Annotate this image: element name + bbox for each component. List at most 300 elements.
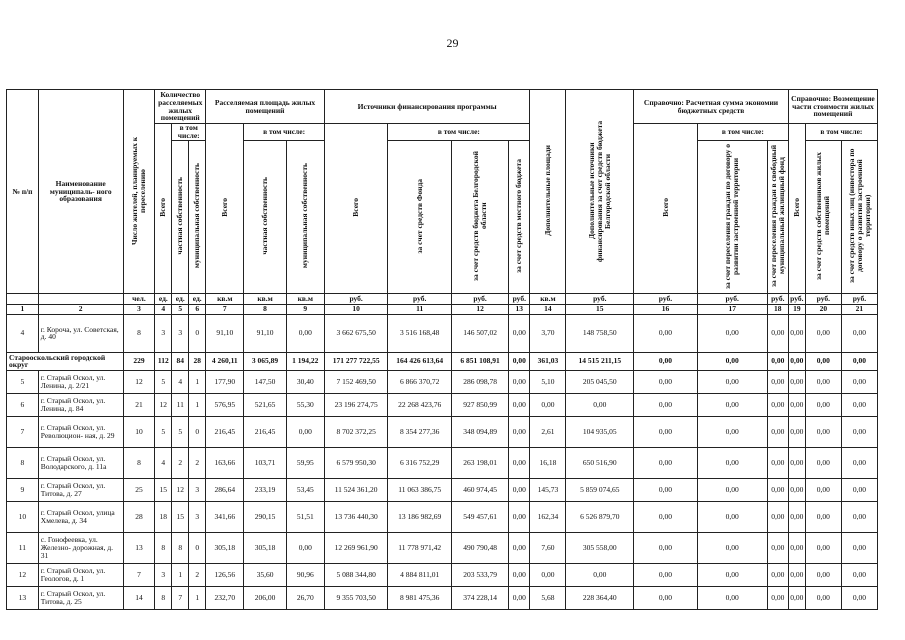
row-cell: 0,00 [788, 393, 805, 416]
row-cell: 0,00 [697, 370, 767, 393]
row-cell: 0,00 [841, 447, 877, 478]
row-cell: 0,00 [805, 393, 841, 416]
row-cell: 0,00 [509, 532, 530, 563]
row-cell: 1 [189, 586, 206, 609]
row-cell: 0,00 [634, 586, 698, 609]
table-row [7, 314, 878, 352]
row-name: г. Старый Оскол, ул. Революцион- ная, д. 29 [38, 416, 123, 447]
row-cell: 148 758,50 [566, 314, 634, 352]
row-cell: 0,00 [697, 532, 767, 563]
row-cell: 0,00 [697, 447, 767, 478]
row-cell: 0,00 [805, 352, 841, 370]
row-cell: 8 [123, 314, 155, 352]
header-area-municipal: муниципальная собственность [300, 163, 310, 269]
row-cell: 233,19 [244, 478, 286, 501]
row-cell: 12 [155, 393, 172, 416]
row-cell: 3 [155, 563, 172, 586]
row-cell: 490 790,48 [451, 532, 508, 563]
row-cell: 5,68 [530, 586, 566, 609]
column-number: 7 [206, 304, 244, 314]
row-cell: 0,00 [841, 501, 877, 532]
row-cell: 0,00 [805, 370, 841, 393]
header-no: № п/п [7, 90, 39, 294]
row-cell: 0,00 [697, 501, 767, 532]
row-cell: 460 974,45 [451, 478, 508, 501]
row-cell: 162,34 [530, 501, 566, 532]
row-cell: 305,18 [206, 532, 244, 563]
row-cell: 286 098,78 [451, 370, 508, 393]
header-ref1-a: за счет переселения граждан по договору о развитии застроенной территории [723, 143, 741, 289]
row-name: г. Старый Оскол, ул. Ленина, д. 2/21 [38, 370, 123, 393]
row-cell: 6 579 950,30 [324, 447, 388, 478]
row-cell: 8 [155, 586, 172, 609]
row-cell: 0 [189, 532, 206, 563]
header-regional: за счет средств бюджета Белгородской области [471, 151, 489, 281]
row-cell: 0,00 [767, 447, 788, 478]
row-cell: 11 063 386,75 [388, 478, 452, 501]
row-cell: 0,00 [697, 478, 767, 501]
column-number: 16 [634, 304, 698, 314]
row-cell: 59,95 [286, 447, 324, 478]
row-cell: 13 736 440,30 [324, 501, 388, 532]
column-number: 11 [388, 304, 452, 314]
column-number: 13 [509, 304, 530, 314]
row-cell: 0,00 [805, 447, 841, 478]
row-cell: 14 515 211,15 [566, 352, 634, 370]
row-cell: 0,00 [286, 532, 324, 563]
row-cell: 3 [155, 314, 172, 352]
row-cell: 0,00 [566, 393, 634, 416]
row-cell: 341,66 [206, 501, 244, 532]
row-cell: 0,00 [509, 370, 530, 393]
table-row [7, 586, 878, 609]
row-cell: 0,00 [697, 393, 767, 416]
row-cell: 0,00 [767, 416, 788, 447]
row-cell: 147,50 [244, 370, 286, 393]
column-number: 21 [841, 304, 877, 314]
row-cell: 103,71 [244, 447, 286, 478]
unit-cell: кв.м [530, 293, 566, 304]
row-number: 12 [7, 563, 39, 586]
row-cell: 1 194,22 [286, 352, 324, 370]
row-cell: 10 [123, 416, 155, 447]
row-cell: 7 [123, 563, 155, 586]
column-number: 17 [697, 304, 767, 314]
row-cell: 164 426 613,64 [388, 352, 452, 370]
row-cell: 84 [172, 352, 189, 370]
row-cell: 26,70 [286, 586, 324, 609]
header-qty-total: Всего [158, 198, 168, 217]
row-cell: 0,00 [767, 586, 788, 609]
row-cell: 348 094,89 [451, 416, 508, 447]
row-cell: 0,00 [841, 352, 877, 370]
row-cell: 0,00 [634, 563, 698, 586]
page-number: 29 [446, 36, 459, 50]
row-cell: 2 [189, 563, 206, 586]
unit-cell: руб. [566, 293, 634, 304]
row-cell: 3 [189, 478, 206, 501]
row-cell: 229 [123, 352, 155, 370]
row-cell: 0,00 [841, 563, 877, 586]
column-number: 3 [123, 304, 155, 314]
row-cell: 0 [189, 314, 206, 352]
row-cell: 0,00 [788, 416, 805, 447]
row-cell: 8 [172, 532, 189, 563]
row-cell: 7 152 469,50 [324, 370, 388, 393]
row-cell: 0,00 [767, 393, 788, 416]
header-qty: Количество расселяемых жилых помещений [155, 90, 206, 124]
header-area: Расселяемая площадь жилых помещений [206, 90, 325, 124]
row-cell: 8 [155, 532, 172, 563]
row-cell: 90,96 [286, 563, 324, 586]
row-cell: 15 [155, 478, 172, 501]
row-cell: 0,00 [788, 447, 805, 478]
row-cell: 53,45 [286, 478, 324, 501]
row-cell: 163,66 [206, 447, 244, 478]
unit-cell: кв.м [206, 293, 244, 304]
row-name: с. Гонофеевка, ул. Железно- дорожная, д. 31 [38, 532, 123, 563]
column-number: 14 [530, 304, 566, 314]
row-cell: 2,61 [530, 416, 566, 447]
row-cell: 0,00 [530, 563, 566, 586]
header-qty-private: частная собственность [175, 177, 185, 255]
row-cell: 0,00 [841, 532, 877, 563]
header-ref-compensation: Справочно: Возмещение части стоимости жилых помещений [788, 90, 877, 124]
row-cell: 205 045,50 [566, 370, 634, 393]
row-cell: 8 981 475,36 [388, 586, 452, 609]
row-cell: 12 [123, 370, 155, 393]
table-row [7, 393, 878, 416]
row-cell: 549 457,61 [451, 501, 508, 532]
row-cell: 0,00 [634, 447, 698, 478]
row-cell: 35,60 [244, 563, 286, 586]
row-cell: 0,00 [841, 416, 877, 447]
row-cell: 0,00 [805, 314, 841, 352]
row-cell: 28 [123, 501, 155, 532]
row-cell: 4 [172, 370, 189, 393]
row-cell: 0,00 [634, 352, 698, 370]
row-cell: 8 354 277,36 [388, 416, 452, 447]
row-cell: 0,00 [509, 501, 530, 532]
row-name: г. Старый Оскол, ул. Титова, д. 25 [38, 586, 123, 609]
header-area-private: частная собственность [260, 177, 270, 255]
row-cell: 0,00 [767, 352, 788, 370]
row-cell: 927 850,99 [451, 393, 508, 416]
row-cell: 286,64 [206, 478, 244, 501]
row-cell: 0,00 [509, 352, 530, 370]
row-number: 9 [7, 478, 39, 501]
row-cell: 0,00 [788, 501, 805, 532]
row-cell: 126,56 [206, 563, 244, 586]
column-number: 18 [767, 304, 788, 314]
row-cell: 171 277 722,55 [324, 352, 388, 370]
header-ref1-incl: в том числе: [697, 124, 788, 141]
header-persons: Число жителей, планируемых к переселению [130, 136, 147, 245]
row-cell: 1 [189, 370, 206, 393]
row-cell: 5 088 344,80 [324, 563, 388, 586]
header-src-total: Всего [351, 198, 361, 217]
unit-cell: руб. [767, 293, 788, 304]
row-cell: 0,00 [841, 478, 877, 501]
row-cell: 0,00 [634, 478, 698, 501]
row-cell: 0,00 [767, 478, 788, 501]
row-cell: 0,00 [805, 416, 841, 447]
row-cell: 3 065,89 [244, 352, 286, 370]
header-src-incl: в том числе: [388, 124, 530, 141]
row-cell: 55,30 [286, 393, 324, 416]
row-name: г. Старый Оскол, ул. Ленина, д. 84 [38, 393, 123, 416]
row-cell: 0 [189, 416, 206, 447]
row-cell: 13 [123, 532, 155, 563]
row-cell: 11 778 971,42 [388, 532, 452, 563]
row-cell: 0,00 [767, 532, 788, 563]
row-cell: 0,00 [841, 586, 877, 609]
header-fund: за счет средств Фонда [414, 178, 424, 254]
row-cell: 305 558,00 [566, 532, 634, 563]
table-row [7, 370, 878, 393]
row-cell: 0,00 [634, 501, 698, 532]
unit-cell: ед. [155, 293, 172, 304]
row-cell: 12 [172, 478, 189, 501]
row-name: г. Старый Оскол, ул. Титова, д. 27 [38, 478, 123, 501]
row-cell: 0,00 [509, 478, 530, 501]
header-qty-municipal: муниципальная собственность [192, 163, 202, 269]
row-cell: 0,00 [841, 393, 877, 416]
row-cell: 18 [155, 501, 172, 532]
column-number: 4 [155, 304, 172, 314]
column-number: 10 [324, 304, 388, 314]
row-cell: 91,10 [244, 314, 286, 352]
row-cell: 290,15 [244, 501, 286, 532]
row-name: г. Старый Оскол, ул. Володарского, д. 11а [38, 447, 123, 478]
unit-cell: чел. [123, 293, 155, 304]
header-ref-economy: Справочно: Расчетная сумма экономии бюджетных средств [634, 90, 789, 124]
table-row [7, 501, 878, 532]
row-number: 7 [7, 416, 39, 447]
row-cell: 9 355 703,50 [324, 586, 388, 609]
header-ref2-a: за счет средств собственников жилых помещений [814, 152, 832, 280]
row-cell: 0,00 [841, 370, 877, 393]
row-cell: 4 260,11 [206, 352, 244, 370]
row-cell: 0,00 [509, 314, 530, 352]
header-ref1-b: за счет переселения граждан в свободный муниципальный жилищный фонд [768, 144, 786, 288]
column-number: 8 [244, 304, 286, 314]
unit-cell: ед. [189, 293, 206, 304]
table-body [7, 293, 878, 609]
row-cell: 5 [172, 416, 189, 447]
column-number: 19 [788, 304, 805, 314]
row-cell: 6 316 752,29 [388, 447, 452, 478]
row-cell: 0,00 [788, 586, 805, 609]
row-cell: 6 866 370,72 [388, 370, 452, 393]
row-cell: 12 269 961,90 [324, 532, 388, 563]
row-number: 13 [7, 586, 39, 609]
row-cell: 2 [189, 447, 206, 478]
row-cell: 3 [172, 314, 189, 352]
row-number: 6 [7, 393, 39, 416]
column-number: 9 [286, 304, 324, 314]
column-number: 6 [189, 304, 206, 314]
row-cell: 8 702 372,25 [324, 416, 388, 447]
row-cell: 0,00 [509, 586, 530, 609]
row-cell: 1 [189, 393, 206, 416]
row-cell: 228 364,40 [566, 586, 634, 609]
row-number: 8 [7, 447, 39, 478]
row-number: 5 [7, 370, 39, 393]
unit-cell: кв.м [244, 293, 286, 304]
row-cell: 0,00 [530, 393, 566, 416]
header-local: за счет средств местного бюджета [514, 159, 524, 273]
row-cell: 146 507,02 [451, 314, 508, 352]
column-number: 20 [805, 304, 841, 314]
row-cell: 0,00 [634, 314, 698, 352]
row-cell: 0,00 [805, 501, 841, 532]
table-row [7, 563, 878, 586]
row-cell: 0,00 [767, 563, 788, 586]
row-cell: 576,95 [206, 393, 244, 416]
row-cell: 0,00 [767, 370, 788, 393]
unit-cell: руб. [634, 293, 698, 304]
unit-cell: руб. [324, 293, 388, 304]
unit-cell: ед. [172, 293, 189, 304]
row-cell: 0,00 [286, 314, 324, 352]
column-numbers-row [7, 304, 878, 314]
row-cell: 91,10 [206, 314, 244, 352]
row-cell: 30,40 [286, 370, 324, 393]
row-name: г. Старый Оскол, ул. Геологов, д. 1 [38, 563, 123, 586]
units-row [7, 293, 878, 304]
header-extra-src: Дополнительные источники финансирования за счет средств бюджета Белгородской области [586, 119, 612, 262]
row-cell: 0,00 [788, 370, 805, 393]
row-cell: 22 268 423,76 [388, 393, 452, 416]
row-cell: 0,00 [509, 393, 530, 416]
row-cell: 206,00 [244, 586, 286, 609]
row-cell: 3 662 675,50 [324, 314, 388, 352]
row-cell: 5 859 074,65 [566, 478, 634, 501]
row-cell: 0,00 [788, 532, 805, 563]
row-cell: 0,00 [788, 478, 805, 501]
column-number: 1 [7, 304, 39, 314]
row-cell: 16,18 [530, 447, 566, 478]
row-cell: 374 228,14 [451, 586, 508, 609]
row-cell: 203 533,79 [451, 563, 508, 586]
column-number: 12 [451, 304, 508, 314]
row-cell: 28 [189, 352, 206, 370]
row-cell: 0,00 [634, 416, 698, 447]
row-cell: 0,00 [805, 563, 841, 586]
table-row [7, 447, 878, 478]
unit-cell: руб. [509, 293, 530, 304]
unit-cell: руб. [697, 293, 767, 304]
header-ref1-total: Всего [660, 198, 670, 217]
row-cell: 232,70 [206, 586, 244, 609]
row-cell: 51,51 [286, 501, 324, 532]
row-cell: 0,00 [509, 447, 530, 478]
row-cell: 305,18 [244, 532, 286, 563]
column-number: 15 [566, 304, 634, 314]
row-cell: 25 [123, 478, 155, 501]
row-cell: 0,00 [634, 393, 698, 416]
row-cell: 104 935,05 [566, 416, 634, 447]
row-cell: 0,00 [767, 314, 788, 352]
header-ref2-incl: в том числе: [805, 124, 877, 141]
row-cell: 0,00 [509, 416, 530, 447]
table-row [7, 478, 878, 501]
row-cell: 0,00 [788, 314, 805, 352]
row-cell: 0,00 [805, 478, 841, 501]
row-cell: 0,00 [697, 416, 767, 447]
row-cell: 7 [172, 586, 189, 609]
header-area-incl: в том числе: [244, 124, 325, 141]
unit-cell: руб. [790, 293, 804, 303]
row-cell: 6 851 108,91 [451, 352, 508, 370]
row-cell: 0,00 [788, 563, 805, 586]
unit-cell: кв.м [286, 293, 324, 304]
subtotal-row [7, 352, 878, 370]
header-ref2-total: Всего [791, 198, 801, 217]
unit-cell: руб. [451, 293, 508, 304]
row-cell: 263 198,01 [451, 447, 508, 478]
header-name: Наименование муниципаль- ного образования [38, 90, 123, 294]
row-cell: 13 186 982,69 [388, 501, 452, 532]
row-cell: 7,60 [530, 532, 566, 563]
row-cell: 14 [123, 586, 155, 609]
row-cell: 0,00 [634, 370, 698, 393]
row-cell: 0,00 [697, 563, 767, 586]
row-cell: 0,00 [286, 416, 324, 447]
row-number: 10 [7, 501, 39, 532]
row-cell: 5 [155, 370, 172, 393]
row-cell: 0,00 [634, 532, 698, 563]
row-cell: 11 [172, 393, 189, 416]
header-qty-incl: в том числе: [172, 124, 206, 141]
header-extra-area: Дополнительные площади [542, 145, 552, 236]
row-cell: 0,00 [566, 563, 634, 586]
header-sources: Источники финансирования программы [324, 90, 530, 124]
row-cell: 2 [172, 447, 189, 478]
row-name: г. Старый Оскол, улица Хмелева, д. 34 [38, 501, 123, 532]
row-cell: 11 524 361,20 [324, 478, 388, 501]
table-row [7, 532, 878, 563]
row-cell: 145,73 [530, 478, 566, 501]
row-cell: 0,00 [697, 352, 767, 370]
row-cell: 112 [155, 352, 172, 370]
resettlement-table [6, 89, 878, 610]
row-cell: 0,00 [697, 314, 767, 352]
table-row [7, 416, 878, 447]
row-cell: 3 516 168,48 [388, 314, 452, 352]
row-name: г. Короча, ул. Советская, д. 40 [38, 314, 123, 352]
row-cell: 0,00 [841, 314, 877, 352]
row-cell: 361,03 [530, 352, 566, 370]
unit-cell: руб. [805, 293, 841, 304]
row-cell: 23 196 274,75 [324, 393, 388, 416]
unit-cell: руб. [841, 293, 877, 304]
row-cell: 0,00 [805, 586, 841, 609]
row-cell: 21 [123, 393, 155, 416]
row-cell: 5,10 [530, 370, 566, 393]
row-cell: 0,00 [767, 501, 788, 532]
unit-cell: руб. [388, 293, 452, 304]
column-number: 5 [172, 304, 189, 314]
row-cell: 15 [172, 501, 189, 532]
row-cell: 0,00 [788, 352, 805, 370]
row-cell: 650 516,90 [566, 447, 634, 478]
row-cell: 0,00 [805, 532, 841, 563]
row-cell: 0,00 [509, 563, 530, 586]
row-cell: 4 884 811,01 [388, 563, 452, 586]
row-number: 4 [7, 314, 39, 352]
